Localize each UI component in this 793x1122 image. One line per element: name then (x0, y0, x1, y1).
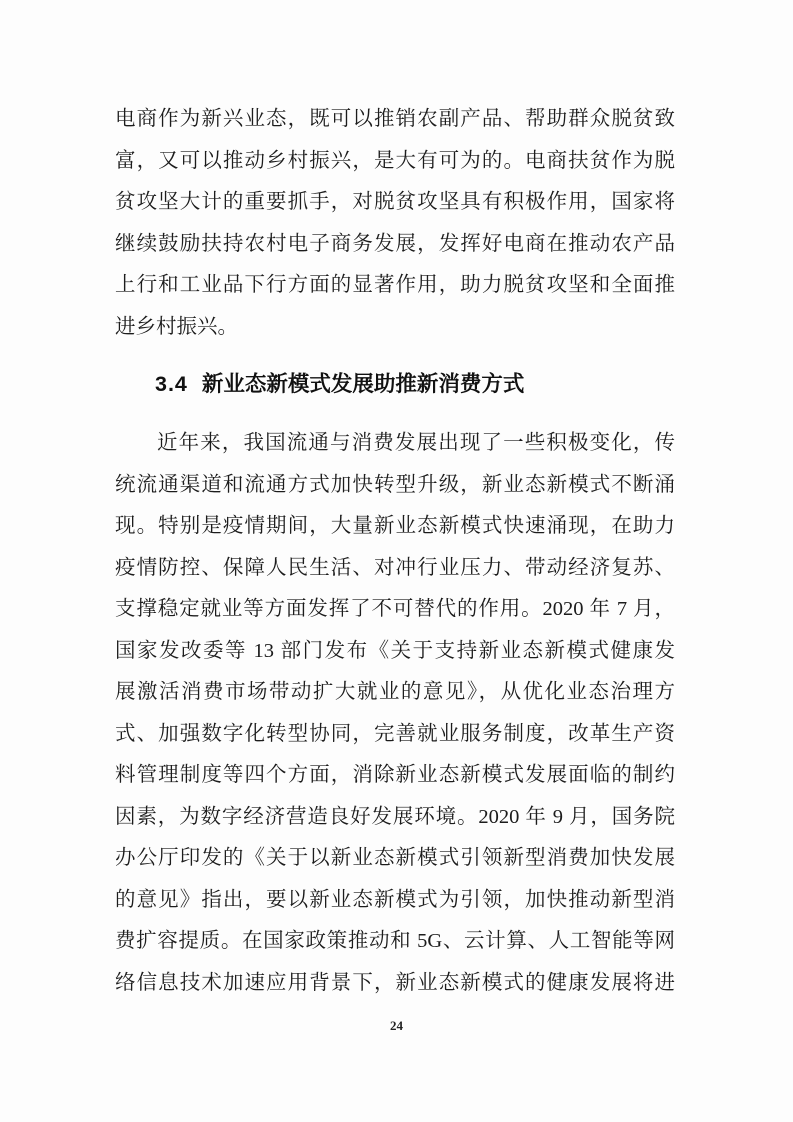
paragraph-body (115, 423, 675, 1004)
text-line: 支撑稳定就业等方面发挥了不可替代的作用。2020 年 7 月， (115, 598, 675, 620)
section-heading (115, 363, 675, 405)
text-line: 继续鼓励扶持农村电子商务发展，发挥好电商在推动农产品 (115, 232, 675, 255)
text-line: 疫情防控、保障人民生活、对冲行业压力、带动经济复苏、 (115, 556, 675, 579)
text-line: 展激活消费市场带动扩大就业的意见》，从优化业态治理方 (115, 681, 675, 703)
section-number: 3.4 (155, 372, 188, 396)
text-line: 富，又可以推动乡村振兴，是大有可为的。电商扶贫作为脱 (115, 149, 675, 172)
text-line: 因素，为数字经济营造良好发展环境。2020 年 9 月，国务院 (115, 805, 675, 828)
text-line: 国家发改委等 13 部门发布《关于支持新业态新模式健康发 (115, 639, 675, 662)
section-title: 新业态新模式发展助推新消费方式 (201, 372, 525, 396)
text-line: 费扩容提质。在国家政策推动和 5G、云计算、人工智能等网 (115, 930, 675, 952)
text-line: 料管理制度等四个方面，消除新业态新模式发展面临的制约 (115, 764, 675, 786)
text-line: 统流通渠道和流通方式加快转型升级，新业态新模式不断涌 (115, 473, 675, 496)
text-line: 近年来，我国流通与消费发展出现了一些积极变化，传 (157, 432, 675, 454)
text-line: 上行和工业品下行方面的显著作用，助力脱贫攻坚和全面推 (115, 274, 675, 296)
text-line: 络信息技术加速应用背景下，新业态新模式的健康发展将进 (115, 971, 675, 994)
paragraph-continued-from-previous-page (115, 99, 675, 348)
text-line: 贫攻坚大计的重要抓手，对脱贫攻坚具有积极作用，国家将 (115, 191, 675, 213)
text-line: 进乡村振兴。 (115, 315, 238, 338)
page-content (115, 99, 675, 1004)
text-line: 办公厅印发的《关于以新业态新模式引领新型消费加快发展 (115, 847, 675, 869)
text-line: 的意见》指出，要以新业态新模式为引领，加快推动新型消 (115, 888, 675, 911)
page-number: 24 (390, 1018, 403, 1033)
text-line: 电商作为新兴业态，既可以推销农副产品、帮助群众脱贫致 (115, 108, 675, 130)
text-line: 现。特别是疫情期间，大量新业态新模式快速涌现，在助力 (115, 515, 675, 537)
text-line: 式、加强数字化转型协同，完善就业服务制度，改革生产资 (115, 722, 675, 745)
